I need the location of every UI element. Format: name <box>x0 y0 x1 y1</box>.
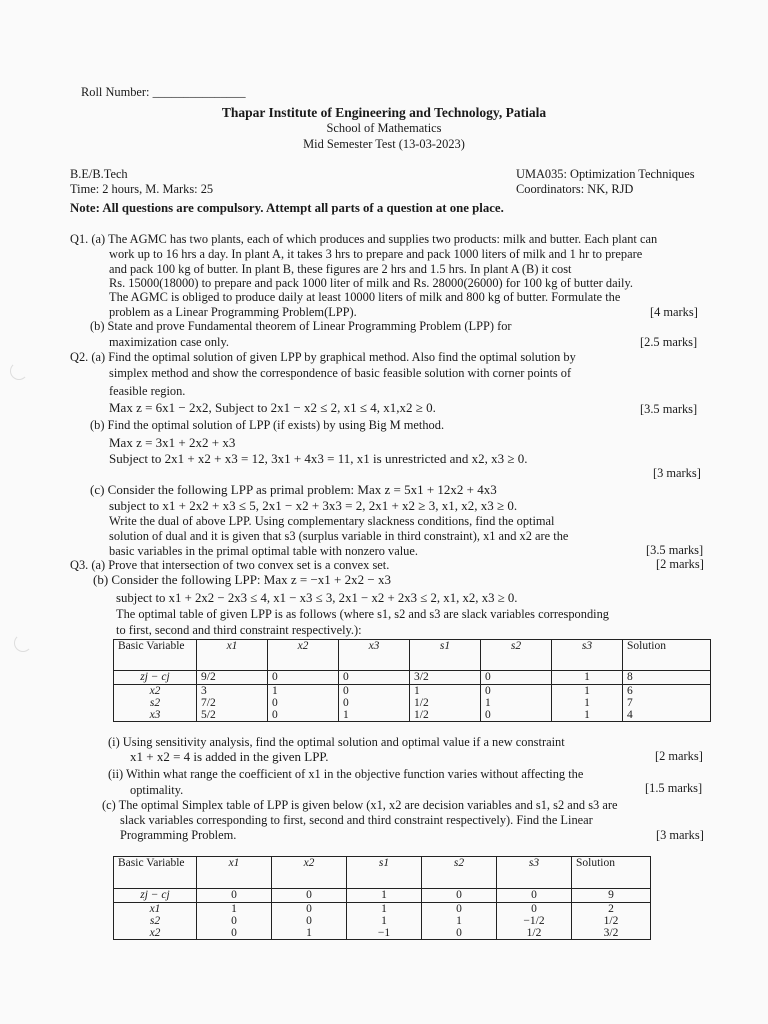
optimal-table-1 <box>113 639 711 722</box>
table2-cell: 3/2 <box>572 927 651 940</box>
table1-cell: 0 <box>481 709 552 722</box>
q3b-line3: The optimal table of given LPP is as follows (where s1, s2 and s3 are slack variables corresponding <box>116 607 609 621</box>
table1-cell: 0 <box>268 709 339 722</box>
q3c-line3: Programming Problem. <box>120 828 237 842</box>
table1-basis: s2 <box>114 697 197 709</box>
table2-cell: 1/2 <box>572 915 651 927</box>
q2c-marks: [3.5 marks] <box>646 543 704 557</box>
table1-header: x2 <box>268 640 339 671</box>
q3b-line2: subject to x1 + 2x2 − 2x3 ≤ 4, x1 − x3 ≤ 3, 2x1 − x2 + 2x3 ≤ 2, x1, x2, x3 ≥ 0. <box>116 591 518 605</box>
institute-title: Thapar Institute of Engineering and Technology, Patiala <box>221 105 547 120</box>
q2c-line5: basic variables in the primal optimal table with nonzero value. <box>109 544 418 558</box>
q1a-line5: The AGMC is obliged to produce daily at least 10000 liters of milk and 800 kg of butter. Formulate the <box>109 290 621 304</box>
table1-header: s2 <box>481 640 552 671</box>
q2a-marks: [3.5 marks] <box>640 402 698 416</box>
table2-cell: 1 <box>272 927 347 940</box>
table1-cell: 0 <box>268 697 339 709</box>
table1-header: s3 <box>552 640 623 671</box>
q1a-marks: [4 marks] <box>650 305 698 319</box>
table2-header: s1 <box>347 857 422 889</box>
table1-header: Solution <box>623 640 711 671</box>
table1-cell: 7/2 <box>197 697 268 709</box>
table1-cell: 3 <box>197 685 268 698</box>
q3bii-line2: optimality. <box>130 783 184 797</box>
table2-cell: 0 <box>197 927 272 940</box>
table1-header-basic: Basic Variable <box>114 640 197 671</box>
table2-cell: 0 <box>422 903 497 916</box>
table1-cell: 0 <box>339 671 410 685</box>
table1-cell: 9/2 <box>197 671 268 685</box>
q1b-marks: [2.5 marks] <box>640 335 698 349</box>
table1-cell: 1 <box>339 709 410 722</box>
table1-cell: 1 <box>481 697 552 709</box>
table2-header-basic: Basic Variable <box>114 857 197 889</box>
table1-header: s1 <box>410 640 481 671</box>
q3bi-line1: (i) Using sensitivity analysis, find the optimal solution and optimal value if a new constraint <box>108 735 565 749</box>
table1-cell: 0 <box>339 697 410 709</box>
table1-cell: 1/2 <box>410 697 481 709</box>
table2-cell: 0 <box>197 915 272 927</box>
table2-header: Solution <box>572 857 651 889</box>
table2-cell: 1 <box>347 915 422 927</box>
table2-cell: 9 <box>572 889 651 903</box>
table1-basis: x3 <box>114 709 197 722</box>
table2-cell: −1 <box>347 927 422 940</box>
table1-cell: 8 <box>623 671 711 685</box>
course-level: B.E/B.Tech <box>70 167 128 181</box>
table1-cell: 1 <box>552 697 623 709</box>
table2-basis: x2 <box>114 927 197 940</box>
q2b-marks: [3 marks] <box>653 466 701 480</box>
table2-cell: 0 <box>422 889 497 903</box>
q2b-line1: (b) Find the optimal solution of LPP (if exists) by using Big M method. <box>90 418 445 432</box>
table2-cell: 1 <box>197 903 272 916</box>
time-marks: Time: 2 hours, M. Marks: 25 <box>70 182 214 196</box>
q2b-objective: Max z = 3x1 + 2x2 + x3 <box>109 435 236 450</box>
roll-number: Roll Number: _______________ <box>81 85 246 99</box>
test-name: Mid Semester Test (13-03-2023) <box>303 137 465 151</box>
table2-cell: −1/2 <box>497 915 572 927</box>
q2a-objective: Max z = 6x1 − 2x2, Subject to 2x1 − x2 ≤ 2, x1 ≤ 4, x1,x2 ≥ 0. <box>109 400 436 415</box>
table2-cell: 0 <box>272 889 347 903</box>
table1-cell: 3/2 <box>410 671 481 685</box>
q1b-line2: maximization case only. <box>109 335 229 349</box>
q3c-line2: slack variables corresponding to first, second and third constraint respectively). Find the Linear <box>120 813 593 827</box>
q2a-line2: simplex method and show the correspondence of basic feasible solution with corner points of <box>109 366 572 380</box>
table1-header: x3 <box>339 640 410 671</box>
table2-cell: 1 <box>422 915 497 927</box>
table2-cell: 2 <box>572 903 651 916</box>
q1a-line2: work up to 16 hrs a day. In plant A, it takes 3 hrs to prepare and pack 1000 liters of milk and 1 hr to prepare <box>109 247 643 261</box>
q3b-line4: to first, second and third constraint respectively.): <box>116 623 362 637</box>
q1a-line6: problem as a Linear Programming Problem(LPP). <box>109 305 357 319</box>
table2-header: s3 <box>497 857 572 889</box>
q2c-line4: solution of dual and it is given that s3 (surplus variable in third constraint), x1 and x2 are the <box>109 529 569 543</box>
table1-cell: 0 <box>268 671 339 685</box>
table1-header: x1 <box>197 640 268 671</box>
q2a-line3: feasible region. <box>109 384 186 398</box>
table1-cell: 5/2 <box>197 709 268 722</box>
table1-zrow-label: zj − cj <box>114 671 197 685</box>
table2-cell: 1 <box>347 889 422 903</box>
table1-cell: 0 <box>481 685 552 698</box>
table1-cell: 0 <box>339 685 410 698</box>
q3a-marks: [2 marks] <box>656 557 704 571</box>
q2c-line1: (c) Consider the following LPP as primal problem: Max z = 5x1 + 12x2 + 4x3 <box>90 482 497 497</box>
q1a-line1: Q1. (a) The AGMC has two plants, each of which produces and supplies two products: milk and butter. Each plant can <box>70 232 658 246</box>
q3bi-line2: x1 + x2 = 4 is added in the given LPP. <box>130 749 329 764</box>
q1b-line1: (b) State and prove Fundamental theorem of Linear Programming Problem (LPP) for <box>90 319 512 333</box>
punch-hole <box>14 634 32 652</box>
table1-basis: x2 <box>114 685 197 698</box>
table1-cell: 1 <box>410 685 481 698</box>
optimal-table-2 <box>113 856 651 940</box>
table1-cell: 4 <box>623 709 711 722</box>
table2-cell: 0 <box>422 927 497 940</box>
table2-basis: s2 <box>114 915 197 927</box>
q3bii-line1: (ii) Within what range the coefficient of x1 in the objective function varies without affecting the <box>108 767 584 781</box>
table2-cell: 0 <box>497 903 572 916</box>
q2b-constraints: Subject to 2x1 + x2 + x3 = 12, 3x1 + 4x3 = 11, x1 is unrestricted and x2, x3 ≥ 0. <box>109 451 528 466</box>
q3c-marks: [3 marks] <box>656 828 704 842</box>
table2-cell: 0 <box>497 889 572 903</box>
table2-cell: 0 <box>272 915 347 927</box>
table2-header: x2 <box>272 857 347 889</box>
q2c-line2: subject to x1 + 2x2 + x3 ≤ 5, 2x1 − x2 + 3x3 = 2, 2x1 + x2 ≥ 3, x1, x2, x3 ≥ 0. <box>109 498 518 513</box>
q2a-line1: Q2. (a) Find the optimal solution of given LPP by graphical method. Also find the optimal solution by <box>70 350 576 364</box>
table2-zrow-label: zj − cj <box>114 889 197 903</box>
instructions-note: Note: All questions are compulsory. Attempt all parts of a question at one place. <box>70 201 504 215</box>
q3c-line1: (c) The optimal Simplex table of LPP is given below (x1, x2 are decision variables and s1, s2 and s3 are <box>102 798 618 812</box>
q1a-line4: Rs. 15000(18000) to prepare and pack 1000 liter of milk and Rs. 28000(26000) for 100 kg of butter daily. <box>109 276 633 290</box>
school-name: School of Mathematics <box>326 121 442 135</box>
q1a-line3: and pack 100 kg of butter. In plant B, these figures are 2 hrs and 1.5 hrs. In plant A (B) it cost <box>109 262 572 276</box>
q3b-line1: (b) Consider the following LPP: Max z = −x1 + 2x2 − x3 <box>93 572 391 587</box>
course-code: UMA035: Optimization Techniques <box>516 167 695 181</box>
table2-cell: 1 <box>347 903 422 916</box>
table1-cell: 0 <box>481 671 552 685</box>
table1-cell: 1 <box>552 685 623 698</box>
table1-cell: 6 <box>623 685 711 698</box>
table2-header: x1 <box>197 857 272 889</box>
table1-cell: 1 <box>552 671 623 685</box>
table1-cell: 1 <box>552 709 623 722</box>
table2-cell: 0 <box>197 889 272 903</box>
table1-cell: 1 <box>268 685 339 698</box>
q3a-line1: Q3. (a) Prove that intersection of two convex set is a convex set. <box>70 558 390 572</box>
table2-header: s2 <box>422 857 497 889</box>
coordinators: Coordinators: NK, RJD <box>516 182 634 196</box>
table2-cell: 0 <box>272 903 347 916</box>
table2-basis: x1 <box>114 903 197 916</box>
table2-cell: 1/2 <box>497 927 572 940</box>
q3bii-marks: [1.5 marks] <box>645 781 703 795</box>
table1-cell: 7 <box>623 697 711 709</box>
punch-hole <box>10 362 28 380</box>
q2c-line3: Write the dual of above LPP. Using complementary slackness conditions, find the optimal <box>109 514 555 528</box>
q3bi-marks: [2 marks] <box>655 749 703 763</box>
table1-cell: 1/2 <box>410 709 481 722</box>
